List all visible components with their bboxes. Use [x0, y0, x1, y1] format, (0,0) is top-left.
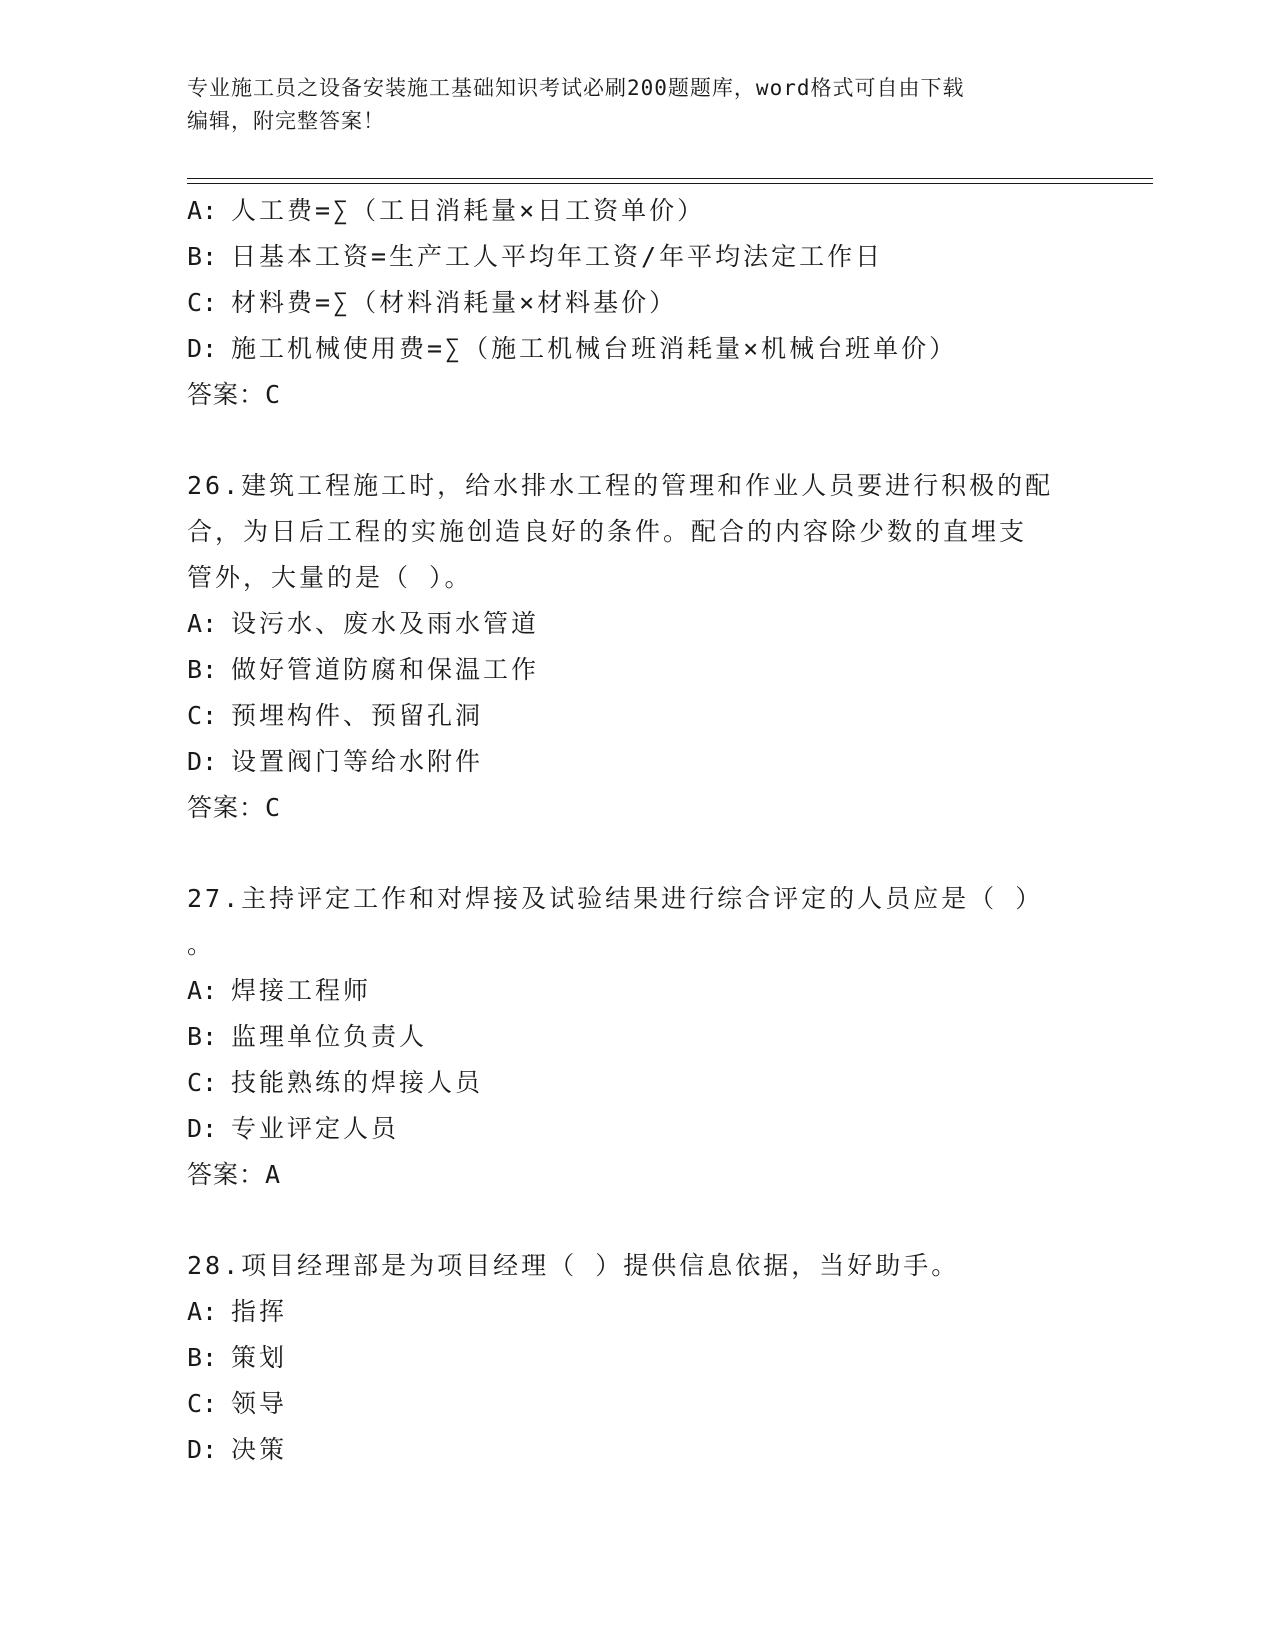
question-28 — [187, 1243, 1087, 1473]
option-letter: A: — [187, 609, 218, 638]
option-d — [187, 739, 1087, 785]
option-letter: B: — [187, 1343, 218, 1372]
option-b — [187, 1335, 1087, 1381]
option-c — [187, 693, 1087, 739]
option-c — [187, 280, 1087, 326]
option-text: 策划 — [231, 1343, 288, 1372]
option-text: 领导 — [231, 1389, 288, 1418]
option-letter: C: — [187, 1068, 218, 1097]
option-d — [187, 326, 1087, 372]
question-26 — [187, 463, 1087, 831]
option-c — [187, 1060, 1087, 1106]
option-letter: A: — [187, 196, 218, 225]
option-a — [187, 188, 1087, 234]
option-b — [187, 647, 1087, 693]
option-letter: D: — [187, 1435, 218, 1464]
option-letter: C: — [187, 288, 218, 317]
spacer — [187, 1198, 1087, 1243]
option-letter: B: — [187, 1022, 218, 1051]
option-letter: A: — [187, 976, 218, 1005]
question-text-line: 26.建筑工程施工时，给水排水工程的管理和作业人员要进行积极的配 — [187, 471, 1054, 500]
header-line-2: 编辑，附完整答案！ — [187, 109, 385, 133]
option-text: 设置阀门等给水附件 — [231, 747, 484, 776]
header-divider-top — [187, 178, 1153, 179]
option-letter: B: — [187, 655, 218, 684]
option-d — [187, 1106, 1087, 1152]
spacer — [187, 831, 1087, 876]
option-a — [187, 1289, 1087, 1335]
question-text-line: 。 — [187, 930, 216, 959]
option-a — [187, 601, 1087, 647]
option-text: 日基本工资=生产工人平均年工资/年平均法定工作日 — [231, 242, 884, 271]
option-letter: D: — [187, 334, 218, 363]
option-b — [187, 234, 1087, 280]
option-text: 材料费=∑（材料消耗量×材料基价） — [231, 288, 678, 317]
option-text: 做好管道防腐和保温工作 — [231, 655, 540, 684]
option-letter: D: — [187, 747, 218, 776]
question-text-line: 管外，大量的是（ ）。 — [187, 563, 473, 592]
option-b — [187, 1014, 1087, 1060]
answer-line: 答案：C — [187, 380, 282, 409]
option-a — [187, 968, 1087, 1014]
question-25-continuation — [187, 188, 1087, 418]
option-letter: A: — [187, 1297, 218, 1326]
option-text: 技能熟练的焊接人员 — [231, 1068, 484, 1097]
header-divider-bottom — [187, 183, 1153, 184]
option-letter: D: — [187, 1114, 218, 1143]
option-text: 监理单位负责人 — [231, 1022, 428, 1051]
option-c — [187, 1381, 1087, 1427]
spacer — [187, 418, 1087, 463]
option-text: 人工费=∑（工日消耗量×日工资单价） — [231, 196, 706, 225]
option-d — [187, 1427, 1087, 1473]
option-letter: B: — [187, 242, 218, 271]
answer-line: 答案：C — [187, 793, 282, 822]
option-letter: C: — [187, 1389, 218, 1418]
document-header — [187, 72, 1067, 138]
question-text-line: 合，为日后工程的实施创造良好的条件。配合的内容除少数的直埋支 — [187, 517, 1028, 546]
question-27 — [187, 876, 1087, 1198]
option-text: 预埋构件、预留孔洞 — [231, 701, 484, 730]
option-text: 设污水、废水及雨水管道 — [231, 609, 540, 638]
option-text: 焊接工程师 — [231, 976, 372, 1005]
option-letter: C: — [187, 701, 218, 730]
header-line-1: 专业施工员之设备安装施工基础知识考试必刷200题题库，word格式可自由下载 — [187, 76, 965, 100]
question-text-line: 27.主持评定工作和对焊接及试验结果进行综合评定的人员应是（ ） — [187, 884, 1044, 913]
answer-line: 答案：A — [187, 1160, 282, 1189]
question-text-line: 28.项目经理部是为项目经理（ ）提供信息依据，当好助手。 — [187, 1251, 960, 1280]
option-text: 指挥 — [231, 1297, 288, 1326]
option-text: 决策 — [231, 1435, 288, 1464]
option-text: 专业评定人员 — [231, 1114, 400, 1143]
question-list — [187, 188, 1087, 1473]
option-text: 施工机械使用费=∑（施工机械台班消耗量×机械台班单价） — [231, 334, 958, 363]
